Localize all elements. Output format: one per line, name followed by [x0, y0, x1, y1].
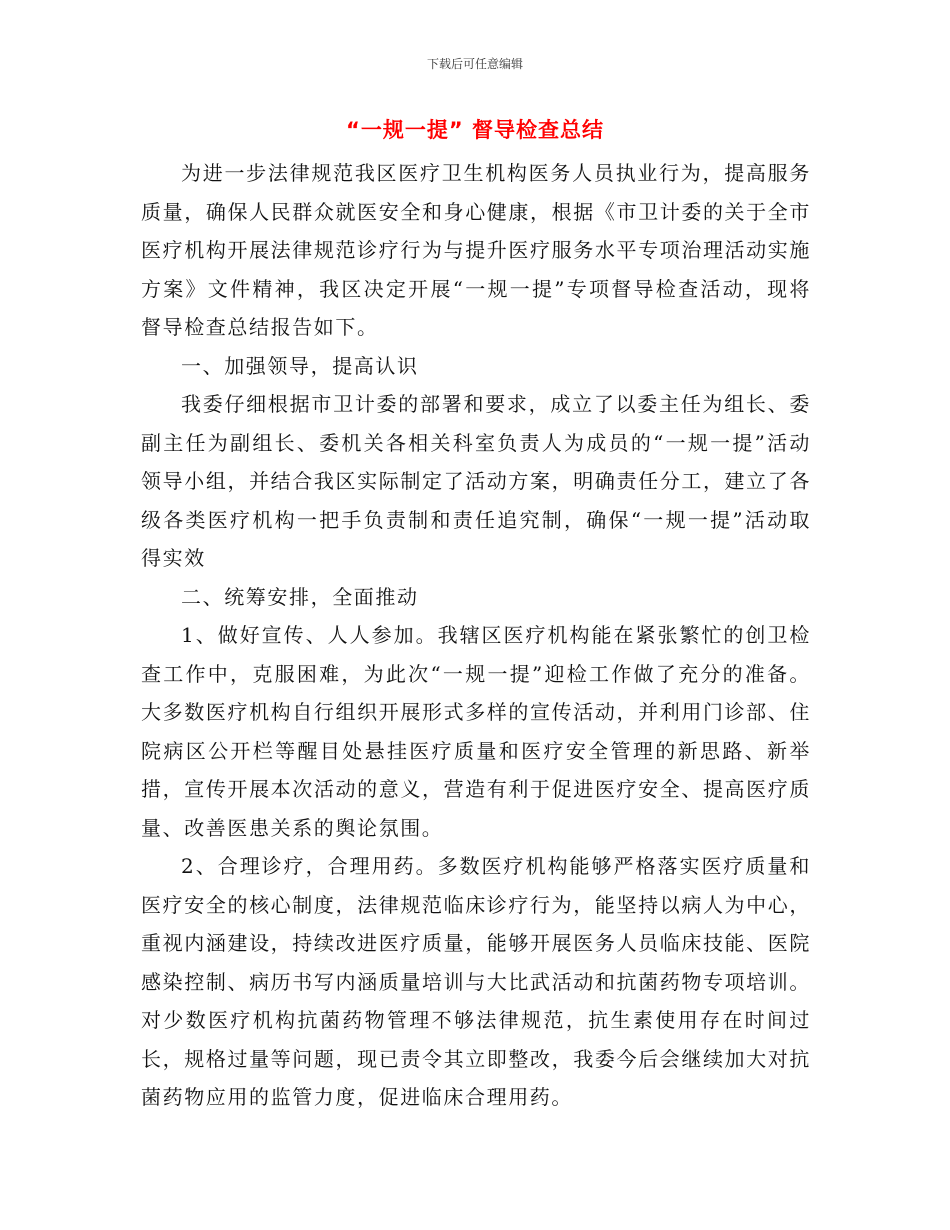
document-body — [141, 154, 811, 1117]
paragraph-item-1: 1、做好宣传、人人参加。我辖区医疗机构能在紧张繁忙的创卫检查工作中，克服困难，为此次“一规一提”迎检工作做了充分的准备。大多数医疗机构自行组织开展形式多样的宣传活动，并利用门诊部、住院病区公开栏等醒目处悬挂医疗质量和医疗安全管理的新思路、新举措，宣传开展本次活动的意义，营造有利于促进医疗安全、提高医疗质量、改善医患关系的舆论氛围。 — [141, 623, 811, 840]
document-title: “一规一提” 督导检查总结 — [346, 118, 604, 142]
section-heading-2: 二、统筹安排，全面推动 — [181, 584, 419, 609]
header-note: 下载后可任意编辑 — [426, 57, 523, 71]
paragraph-item-2: 2、合理诊疗，合理用药。多数医疗机构能够严格落实医疗质量和医疗安全的核心制度，法律规范临床诊疗行为，能坚持以病人为中心，重视内涵建设，持续改进医疗质量，能够开展医务人员临床技能、医院感染控制、病历书写内涵质量培训与大比武活动和抗菌药物专项培训。对少数医疗机构抗菌药物管理不够法律规范，抗生素使用存在时间过长，规格过量等问题，现已责令其立即整改，我委今后会继续加大对抗菌药物应用的监管力度，促进临床合理用药。 — [141, 854, 811, 1109]
paragraph-section-1: 我委仔细根据市卫计委的部署和要求，成立了以委主任为组长、委副主任为副组长、委机关各相关科室负责人为成员的“一规一提”活动领导小组，并结合我区实际制定了活动方案，明确责任分工，建立了各级各类医疗机构一把手负责制和责任追究制，确保“一规一提”活动取得实效 — [141, 392, 811, 570]
section-heading-1: 一、加强领导，提高认识 — [181, 353, 419, 378]
paragraph-intro: 为进一步法律规范我区医疗卫生机构医务人员执业行为，提高服务质量，确保人民群众就医安全和身心健康，根据《市卫计委的关于全市医疗机构开展法律规范诊疗行为与提升医疗服务水平专项治理活动实施方案》文件精神，我区决定开展“一规一提”专项督导检查活动，现将督导检查总结报告如下。 — [141, 161, 811, 339]
